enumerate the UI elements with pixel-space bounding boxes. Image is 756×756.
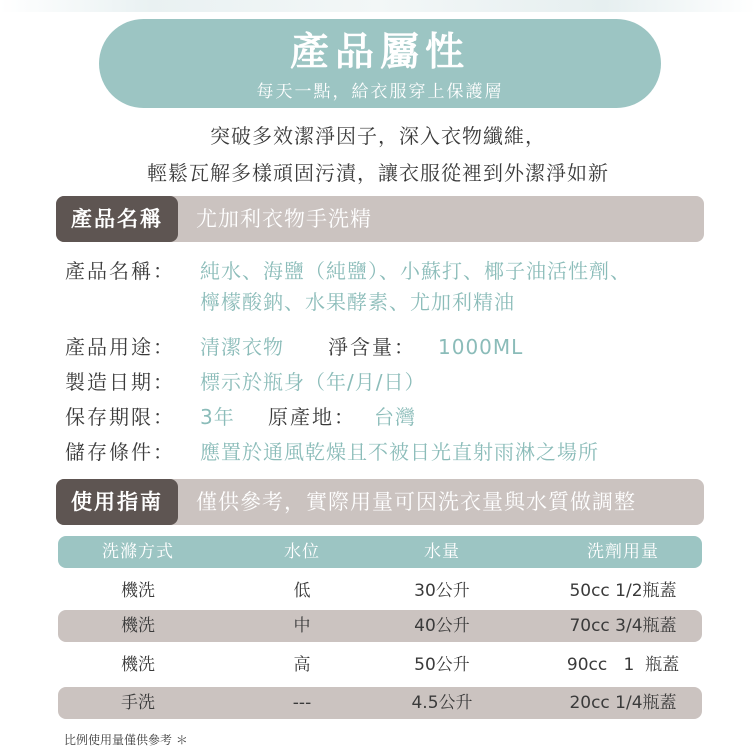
table-cell-detergent-amount: 90cc 1 瓶蓋 xyxy=(566,655,680,675)
usage-guide-bar xyxy=(56,479,704,525)
usage-guide-bar-label: 使用指南 xyxy=(56,479,178,525)
ingredients-value-line-2: 檸檬酸鈉、水果酵素、尤加利精油 xyxy=(200,290,515,314)
table-cell-detergent-amount: 20cc 1/4瓶蓋 xyxy=(569,693,677,713)
ingredients-label: 產品名稱： xyxy=(65,259,175,283)
page-title: 產品屬性 xyxy=(289,29,470,75)
table-cell-water-level: 中 xyxy=(293,616,311,636)
product-name-bar xyxy=(56,196,704,242)
table-row xyxy=(58,649,702,681)
intro-line-1: 突破多效潔淨因子，深入衣物纖維， xyxy=(210,124,546,148)
volume-value: 1000ML xyxy=(438,335,524,359)
table-row xyxy=(58,687,702,719)
table-header-detergent-amount: 洗劑用量 xyxy=(587,542,659,562)
volume-label: 淨含量： xyxy=(328,335,416,359)
table-row xyxy=(58,575,702,607)
usage-table-header xyxy=(58,536,702,568)
usage-guide-bar-value: 僅供參考，實際用量可因洗衣量與水質做調整 xyxy=(196,490,636,514)
storage-value: 應置於通風乾燥且不被日光直射雨淋之場所 xyxy=(200,440,599,464)
title-banner xyxy=(99,19,661,108)
table-cell-detergent-amount: 70cc 3/4瓶蓋 xyxy=(569,616,677,636)
table-cell-method: 機洗 xyxy=(121,581,155,601)
table-cell-water-level: 高 xyxy=(293,655,311,675)
product-name-bar-label: 產品名稱 xyxy=(56,196,178,242)
table-cell-water-volume: 50公升 xyxy=(414,655,470,675)
table-cell-method: 機洗 xyxy=(121,616,155,636)
usage-value: 清潔衣物 xyxy=(200,335,284,359)
shelf-life-value: 3年 xyxy=(200,405,235,429)
table-cell-method: 機洗 xyxy=(121,655,155,675)
table-header-water-level: 水位 xyxy=(284,542,320,562)
origin-label: 原產地： xyxy=(268,405,356,429)
storage-label: 儲存條件： xyxy=(65,440,175,464)
table-row xyxy=(58,610,702,642)
ingredients-value-line-1: 純水、海鹽（純鹽）、小蘇打、椰子油活性劑、 xyxy=(200,259,631,283)
mfg-date-value: 標示於瓶身（年/月/日） xyxy=(200,370,426,394)
table-cell-method: 手洗 xyxy=(121,693,155,713)
table-header-method: 洗滌方式 xyxy=(102,542,174,562)
table-cell-water-level: --- xyxy=(292,693,312,713)
product-name-bar-value: 尤加利衣物手洗精 xyxy=(196,207,372,231)
mfg-date-label: 製造日期： xyxy=(65,370,175,394)
table-cell-water-volume: 30公升 xyxy=(414,581,470,601)
top-decoration xyxy=(0,0,756,12)
table-header-water-volume: 水量 xyxy=(424,542,460,562)
intro-line-2: 輕鬆瓦解多樣頑固污漬，讓衣服從裡到外潔淨如新 xyxy=(147,161,609,185)
table-cell-water-volume: 40公升 xyxy=(414,616,470,636)
page-subtitle: 每天一點，給衣服穿上保護層 xyxy=(256,82,504,102)
origin-value: 台灣 xyxy=(374,405,416,429)
table-cell-detergent-amount: 50cc 1/2瓶蓋 xyxy=(569,581,677,601)
footnote: 比例使用量僅供參考 ＊ xyxy=(64,733,188,747)
usage-label: 產品用途： xyxy=(65,335,175,359)
shelf-life-label: 保存期限： xyxy=(65,405,175,429)
table-cell-water-volume: 4.5公升 xyxy=(411,693,473,713)
table-cell-water-level: 低 xyxy=(293,581,311,601)
